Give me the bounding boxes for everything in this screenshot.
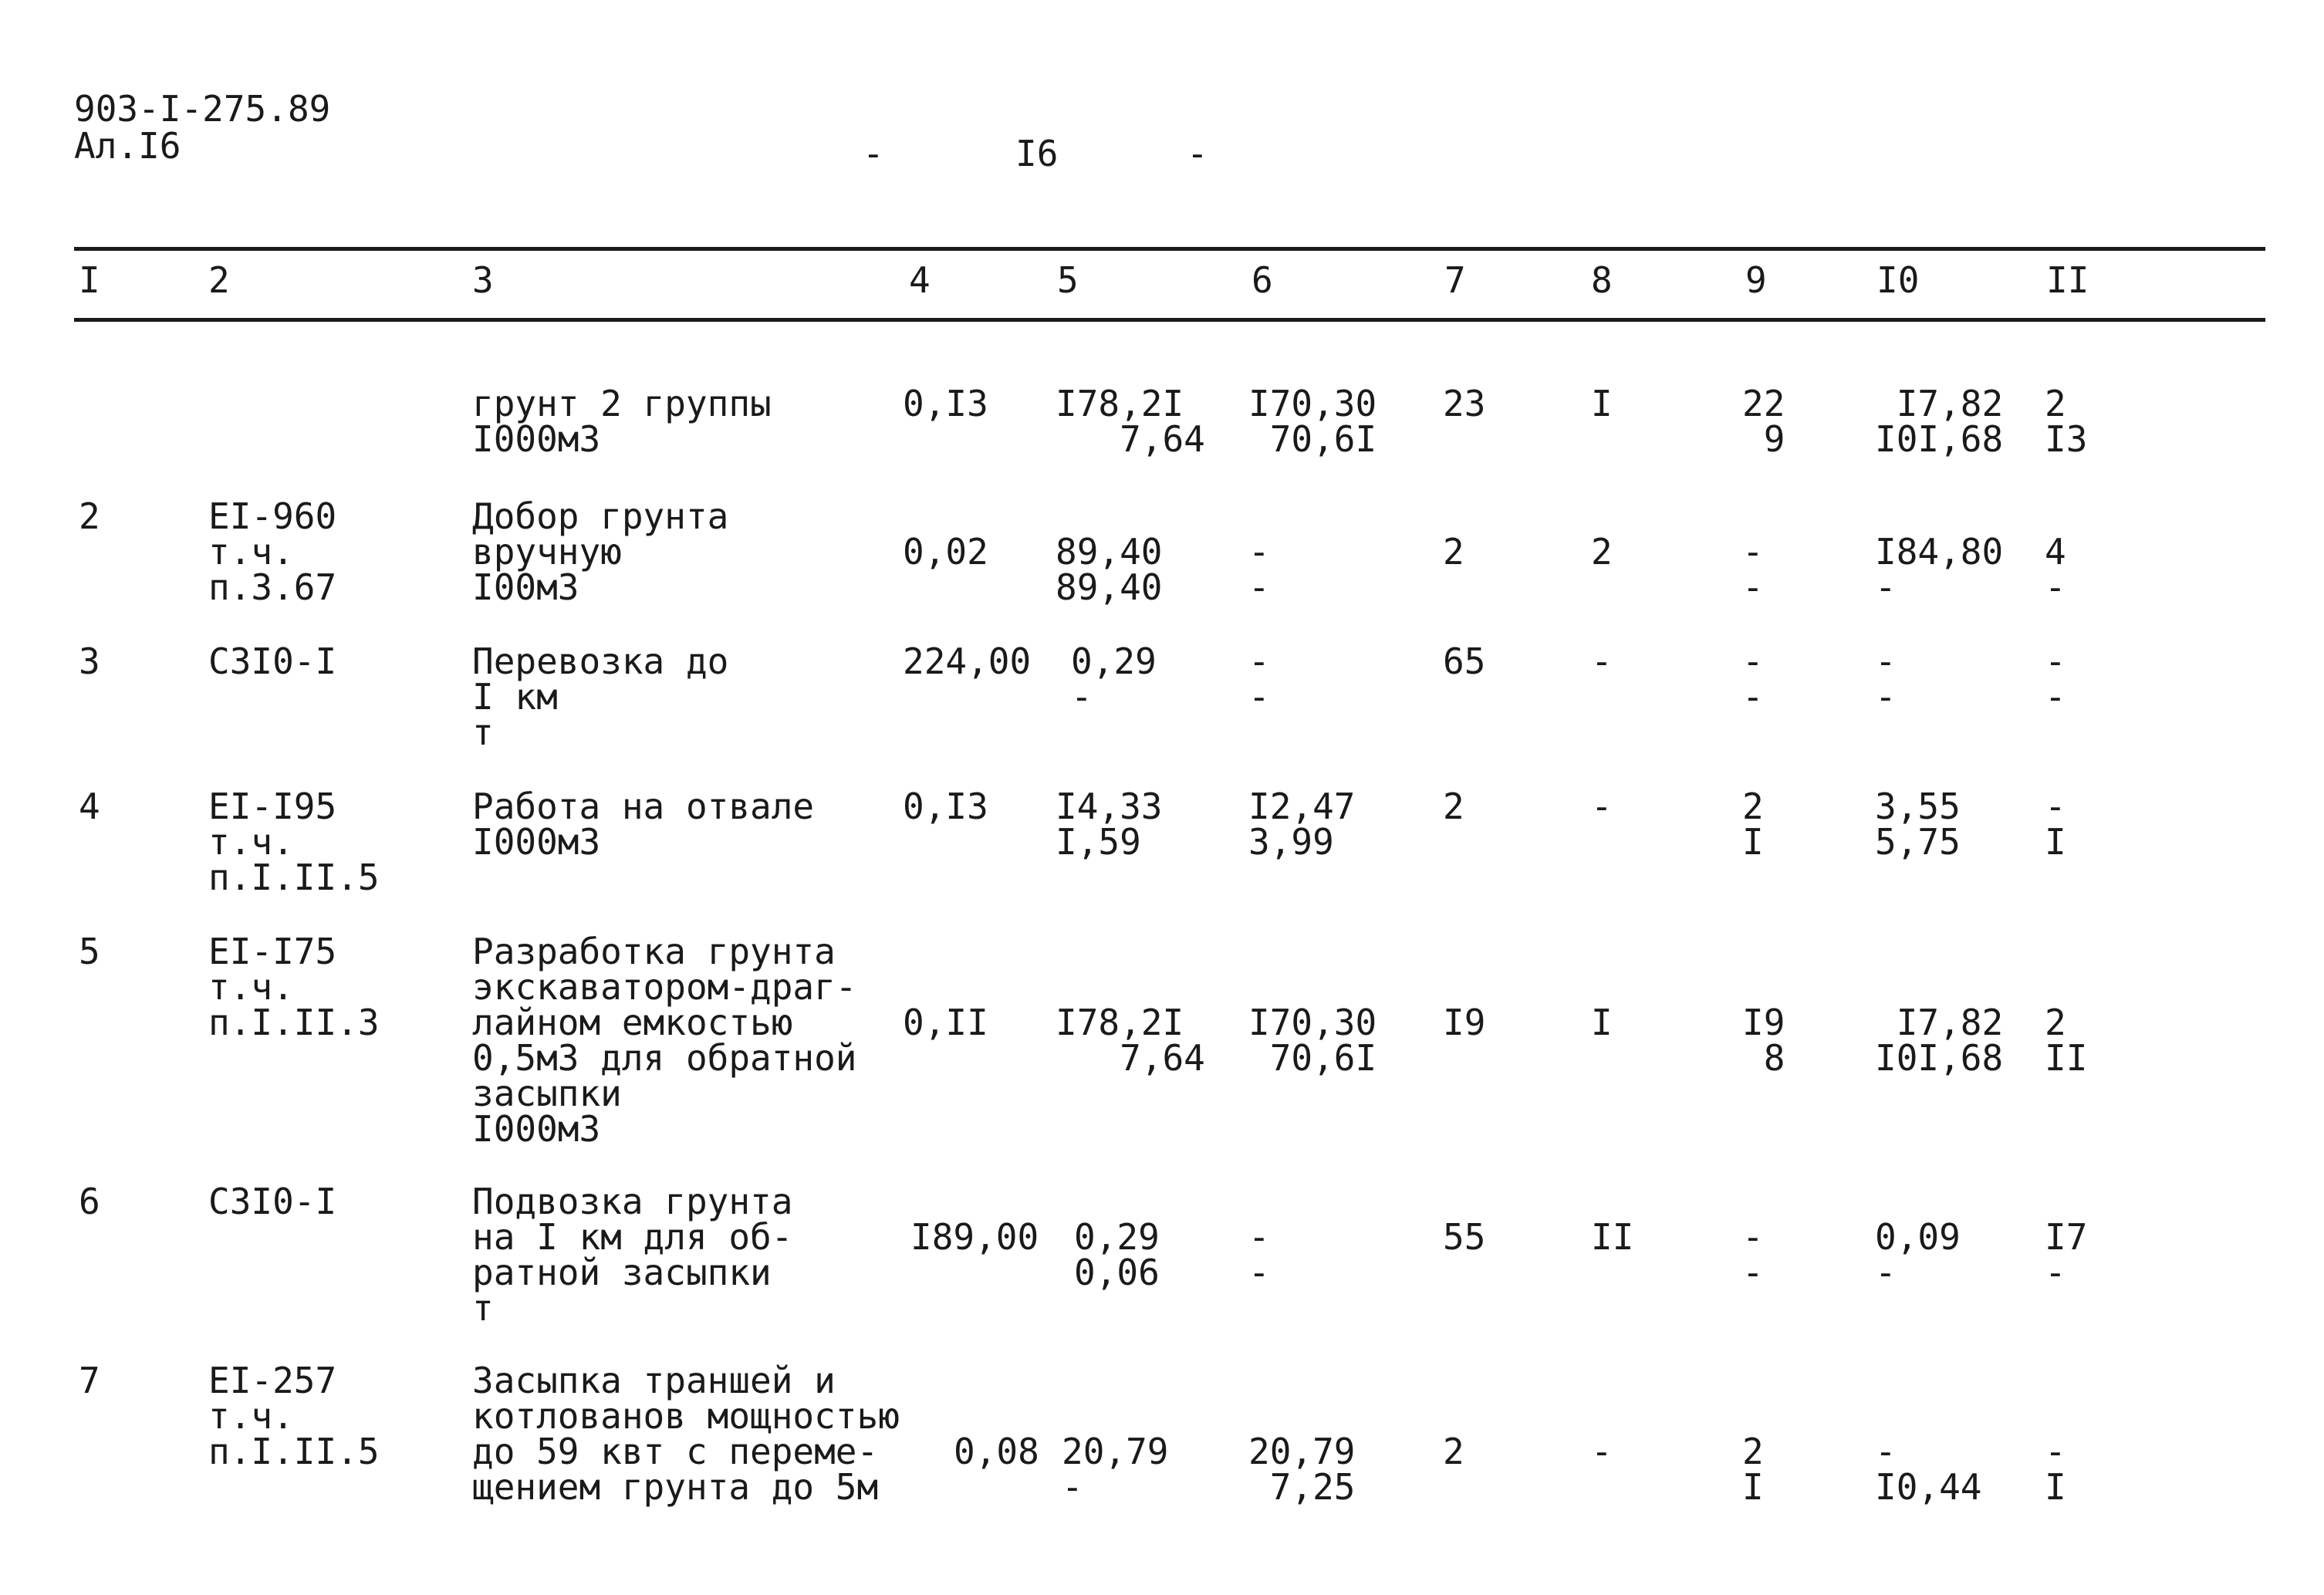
quantity: 0,08 <box>954 1431 1039 1472</box>
wages: II <box>1591 1216 1634 1258</box>
work-description: Подвозка грунта на I км для об- ратной засыпки т <box>472 1181 793 1329</box>
column-header-2: 2 <box>208 259 230 301</box>
unit-cost: I78,2I 7,64 <box>1056 1002 1205 1079</box>
machine-cost: I70,30 70,6I <box>1248 383 1377 460</box>
row-number: 3 <box>79 640 100 682</box>
machine-wages: 22 9 <box>1742 383 1785 460</box>
machine-wages: - - <box>1742 531 1764 608</box>
rate-code: С3I0-I <box>208 1181 337 1222</box>
machine-cost: I2,47 3,99 <box>1248 786 1356 863</box>
labour-total: 4 - <box>2045 531 2066 608</box>
labour-unit: I7,82 I0I,68 <box>1875 1002 2004 1079</box>
work-description: Добор грунта вручную I00м3 <box>472 495 729 608</box>
machine-wages: - - <box>1742 640 1764 718</box>
labour-unit: 3,55 5,75 <box>1875 786 1961 863</box>
unit-cost: 0,29 0,06 <box>1074 1216 1160 1293</box>
document-code: 903-I-275.89 <box>74 88 331 130</box>
row-number: 7 <box>79 1360 100 1401</box>
column-header-6: 6 <box>1252 259 1273 301</box>
wages: - <box>1591 1431 1613 1472</box>
machine-cost: 20,79 7,25 <box>1248 1431 1356 1508</box>
machine-wages: 2 I <box>1742 786 1764 863</box>
machine-wages: - - <box>1742 1216 1764 1293</box>
quantity: 224,00 <box>903 640 1032 682</box>
unit-cost: 20,79 - <box>1062 1431 1169 1508</box>
work-description: Разработка грунта экскаватором-драг- лайном емкостью 0,5м3 для обратной засыпки I000м3 <box>472 931 857 1150</box>
labour-total: - - <box>2045 640 2066 718</box>
machine-cost: I70,30 70,6I <box>1248 1002 1377 1079</box>
unit-cost: 89,40 89,40 <box>1056 531 1163 608</box>
page-dash-right: - <box>1187 133 1208 174</box>
labour-unit: I84,80 - <box>1875 531 2004 608</box>
row-number: 6 <box>79 1181 100 1222</box>
column-header-9: 9 <box>1745 259 1767 301</box>
column-header-5: 5 <box>1057 259 1079 301</box>
labour-unit: - I0,44 <box>1875 1431 1982 1508</box>
wages: I <box>1591 383 1613 424</box>
rate-code: С3I0-I <box>208 640 337 682</box>
wages: - <box>1591 640 1613 682</box>
total-cost: 2 <box>1443 1431 1464 1472</box>
total-cost: 2 <box>1443 786 1464 827</box>
rate-code: EI-I95 т.ч. п.I.II.5 <box>208 786 380 898</box>
table-top-rule <box>74 247 2265 251</box>
unit-cost: I78,2I 7,64 <box>1056 383 1205 460</box>
quantity: I89,00 <box>910 1216 1039 1258</box>
labour-total: - I <box>2045 1431 2066 1508</box>
machine-cost: - - <box>1248 640 1270 718</box>
total-cost: 2 <box>1443 531 1464 573</box>
work-description: Засыпка траншей и котлованов мощностью до 59 квт с переме- щением грунта до 5м <box>472 1360 900 1508</box>
machine-cost: - - <box>1248 1216 1270 1293</box>
row-number: 2 <box>79 495 100 537</box>
column-header-4: 4 <box>909 259 931 301</box>
rate-code: EI-257 т.ч. п.I.II.5 <box>208 1360 380 1472</box>
quantity: 0,I3 <box>903 383 988 424</box>
machine-wages: I9 8 <box>1742 1002 1785 1079</box>
work-description: Работа на отвале I000м3 <box>472 786 815 863</box>
total-cost: 55 <box>1443 1216 1486 1258</box>
quantity: 0,I3 <box>903 786 988 827</box>
labour-total: I7 - <box>2045 1216 2088 1293</box>
column-header-11: II <box>2046 259 2089 301</box>
labour-unit: 0,09 - <box>1875 1216 1961 1293</box>
column-header-7: 7 <box>1444 259 1466 301</box>
total-cost: 65 <box>1443 640 1486 682</box>
labour-unit: I7,82 I0I,68 <box>1875 383 2004 460</box>
machine-wages: 2 I <box>1742 1431 1764 1508</box>
total-cost: I9 <box>1443 1002 1486 1043</box>
column-header-10: I0 <box>1876 259 1920 301</box>
work-description: Перевозка до I км т <box>472 640 729 753</box>
column-header-1: I <box>79 259 100 301</box>
header-bottom-rule <box>74 318 2265 322</box>
quantity: 0,II <box>903 1002 988 1043</box>
quantity: 0,02 <box>903 531 988 573</box>
labour-total: 2 I3 <box>2045 383 2088 460</box>
rate-code: EI-960 т.ч. п.3.67 <box>208 495 337 608</box>
machine-cost: - - <box>1248 531 1270 608</box>
labour-unit: - - <box>1875 640 1897 718</box>
row-number: 4 <box>79 786 100 827</box>
page-dash-left: - <box>863 133 884 174</box>
sheet-label: Ал.I6 <box>74 125 181 167</box>
column-header-8: 8 <box>1591 259 1613 301</box>
wages: I <box>1591 1002 1613 1043</box>
unit-cost: 0,29 - <box>1071 640 1157 718</box>
labour-total: 2 II <box>2045 1002 2088 1079</box>
wages: 2 <box>1591 531 1613 573</box>
rate-code: EI-I75 т.ч. п.I.II.3 <box>208 931 380 1043</box>
total-cost: 23 <box>1443 383 1486 424</box>
column-header-3: 3 <box>472 259 494 301</box>
row-number: 5 <box>79 931 100 972</box>
wages: - <box>1591 786 1613 827</box>
work-description: грунт 2 группы I000м3 <box>472 383 772 460</box>
unit-cost: I4,33 I,59 <box>1056 786 1163 863</box>
labour-total: - I <box>2045 786 2066 863</box>
page-number: I6 <box>1015 133 1059 174</box>
